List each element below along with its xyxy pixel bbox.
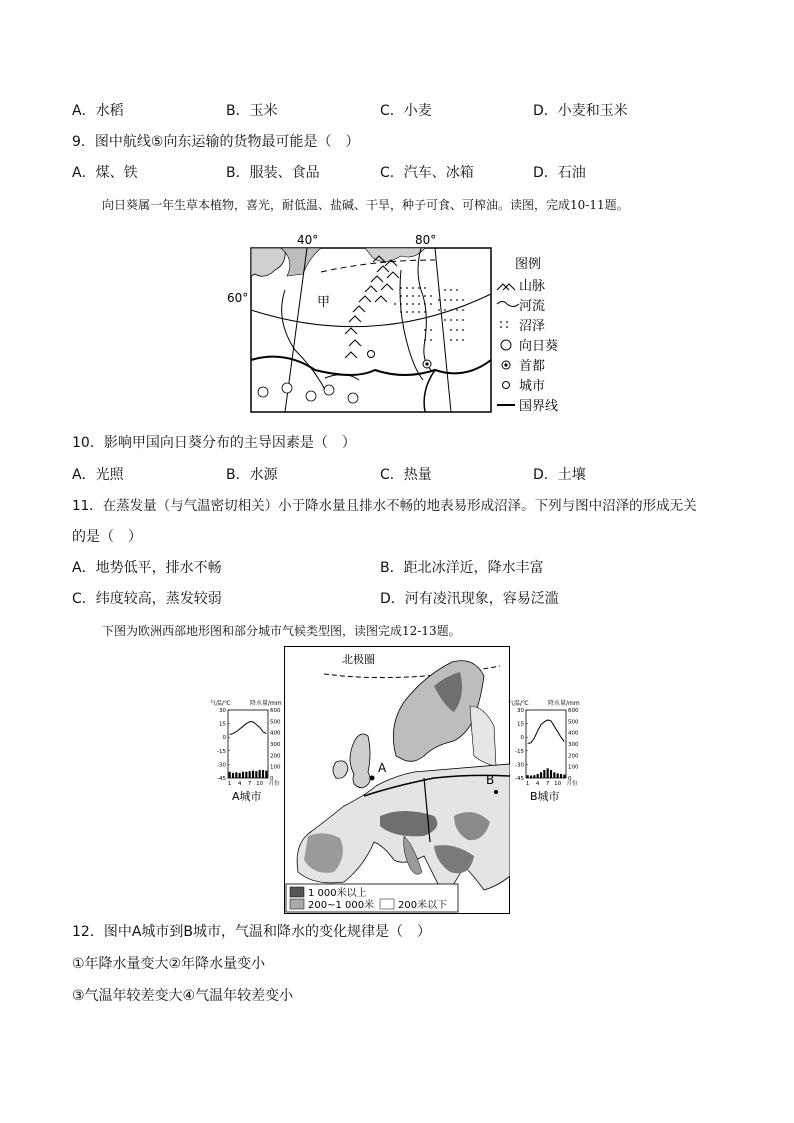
chart-a-precip-bar (229, 772, 231, 778)
chart-b-precip-tick: 600 (568, 708, 579, 714)
legend-high-swatch (290, 887, 304, 897)
legend-capital-icon (502, 361, 510, 369)
chart-b-precip-bar (537, 774, 539, 778)
chart-b-precip-tick: 300 (568, 742, 579, 748)
chart-a-month-tick: 月份 (268, 781, 280, 787)
chart-a-plot-frame (228, 710, 268, 778)
chart-a-left-title: 气温/℃ (210, 700, 231, 707)
iberia-relief (304, 833, 343, 872)
chart-a-precip-tick: 600 (270, 708, 281, 714)
chart-b-precip-bar (553, 772, 555, 778)
lon-40-label: 40° (297, 233, 319, 247)
chart-a-precip-tick: 500 (270, 719, 281, 726)
chart-a-month-tick: 10 (256, 781, 264, 787)
q12-choices-1: ①年降水量变大②年降水量变小 (72, 956, 266, 972)
q11-stem-line1: 11．在蒸发量（与气温密切相关）小于降水量且排水不畅的地表易形成沼泽。下列与图中沼泽的形成无关 (72, 498, 697, 514)
legend-swamp-icon (500, 321, 508, 328)
chart-a-precip-bar (239, 773, 241, 778)
legend-high: 1 000米以上 (308, 888, 367, 899)
city-a-dot (370, 776, 375, 781)
legend-border: 国界线 (519, 399, 559, 414)
chart-b-plot-frame (526, 710, 566, 778)
legend-mountain: 山脉 (519, 279, 546, 294)
q9-stem: 9．图中航线⑤向东运输的货物最可能是（ ） (72, 134, 360, 150)
chart-a-month-tick: 7 (247, 781, 252, 787)
chart-b-month-tick: 1 (525, 781, 530, 787)
chart-b-precip-bar (563, 775, 565, 778)
chart-a-temp-tick: -15 (217, 748, 226, 755)
q10-option-b: B．水源 (226, 467, 278, 483)
chart-a-precip-bar (252, 771, 254, 778)
lat-60-label: 60° (227, 291, 249, 305)
chart-b-precip-bar (560, 774, 562, 778)
chart-a-precip-tick: 300 (270, 742, 281, 748)
q9-option-d: D．石油 (533, 165, 586, 181)
arctic-label: 北极圈 (342, 653, 375, 666)
chart-a-right-title: 降水量/mm (250, 700, 282, 707)
chart-b-temp-tick: -45 (515, 776, 524, 782)
legend-mid-swatch (290, 899, 304, 909)
chart-b-temp-tick: -30 (515, 762, 524, 769)
region-jia-label: 甲 (317, 295, 331, 310)
legend-river: 河流 (519, 299, 546, 314)
europe-map (284, 646, 510, 914)
legend-sunflower-icon (501, 340, 511, 350)
chart-b-month-tick: 10 (554, 781, 562, 787)
chart-a-precip-tick: 400 (270, 730, 281, 737)
legend-swamp: 沼泽 (519, 319, 546, 334)
chart-a-precip-bar (232, 773, 234, 778)
legend-low-swatch (380, 899, 394, 909)
chart-b-left-title: 气温/℃ (508, 700, 529, 707)
chart-b-precip-tick: 100 (568, 764, 579, 771)
chart-b-precip-bar (543, 770, 545, 778)
climate-chart-a (210, 698, 286, 804)
q12-choices-2: ③气温年较差变大④气温年较差变小 (72, 988, 294, 1004)
q11-stem-line2: 的是（ ） (72, 529, 142, 545)
chart-b-precip-bar (533, 775, 535, 778)
chart-a-month-tick: 4 (237, 781, 242, 787)
intro-sunflower: 向日葵属一年生草本植物，喜光，耐低温、盐碱、干旱，种子可食、可榨油。读图，完成10-11题。 (102, 198, 629, 212)
q8-option-c: C．小麦 (380, 103, 432, 119)
q10-stem: 10．影响甲国向日葵分布的主导因素是（ ） (72, 435, 356, 451)
chart-a-temp-tick: -30 (217, 762, 226, 769)
chart-b-month-tick: 月份 (566, 781, 578, 787)
capital-symbol (423, 360, 431, 368)
chart-a-precip-bar (259, 770, 261, 778)
chart-b-precip-bar (557, 773, 559, 778)
chart-a-precip-bar (249, 771, 251, 778)
legend-mountain-icon (497, 284, 515, 290)
legend-title: 图例 (515, 257, 542, 272)
legend-low: 200米以下 (398, 900, 448, 911)
q12-stem: 12．图中A城市到B城市，气温和降水的变化规律是（ ） (72, 924, 431, 940)
legend-capital: 首都 (519, 359, 546, 374)
chart-a-temp-tick: 0 (222, 735, 226, 742)
chart-a-temp-tick: -45 (217, 776, 226, 782)
legend-city-icon (503, 382, 510, 389)
climate-chart-b (508, 698, 584, 804)
legend-mid: 200~1 000米 (308, 900, 375, 911)
chart-b-precip-bar (550, 770, 552, 778)
chart-b-precip-tick: 500 (568, 719, 579, 726)
chart-b-temp-tick: 30 (517, 708, 524, 714)
chart-a-temp-tick: 30 (219, 708, 226, 714)
chart-b-precip-bar (527, 775, 529, 778)
q10-option-a: A．光照 (72, 467, 124, 483)
chart-b-temp-tick: 0 (520, 735, 524, 742)
q8-option-a: A．水稻 (72, 103, 124, 119)
chart-b-month-tick: 4 (535, 781, 540, 787)
city-b-label: B (486, 773, 495, 787)
q9-option-b: B．服装、食品 (226, 165, 320, 181)
chart-b-precip-bar (540, 772, 542, 778)
chart-b-precip-tick: 0 (568, 776, 572, 782)
chart-b-precip-bar (547, 768, 549, 778)
intro-europe: 下图为欧洲西部地形图和部分城市气候类型图，读图完成12-13题。 (102, 624, 461, 638)
q11-option-b: B．距北冰洋近，降水丰富 (380, 560, 544, 576)
lon-80-label: 80° (415, 233, 437, 247)
legend-city: 城市 (519, 379, 546, 394)
chart-b-precip-tick: 400 (568, 730, 579, 737)
chart-b-month-tick: 7 (545, 781, 550, 787)
chart-a-precip-bar (242, 772, 244, 778)
q11-option-d: D．河有凌汛现象，容易泛滥 (380, 591, 559, 607)
legend-sunflower: 向日葵 (519, 339, 559, 354)
q11-option-a: A．地势低平，排水不畅 (72, 560, 222, 576)
q8-option-b: B．玉米 (226, 103, 278, 119)
city-symbol (368, 351, 375, 358)
q9-option-c: C．汽车、冰箱 (380, 165, 474, 181)
chart-a-temp-tick: 15 (219, 721, 226, 728)
chart-b-right-title: 降水量/mm (548, 700, 580, 707)
chart-a-caption: A城市 (232, 790, 262, 803)
chart-a-precip-bar (255, 771, 257, 778)
sunflower-map (225, 230, 575, 415)
q11-option-c: C．纬度较高，蒸发较弱 (72, 591, 222, 607)
chart-a-precip-bar (235, 772, 237, 778)
chart-a-precip-bar (262, 770, 264, 778)
chart-a-precip-tick: 0 (270, 776, 274, 782)
chart-b-precip-tick: 200 (568, 753, 579, 760)
q8-option-d: D．小麦和玉米 (533, 103, 628, 119)
city-a-label: A (378, 761, 387, 775)
city-b-dot (494, 790, 498, 794)
legend-river-icon (497, 302, 519, 307)
chart-b-caption: B城市 (530, 790, 560, 803)
q10-option-c: C．热量 (380, 467, 432, 483)
chart-b-temp-tick: -15 (515, 748, 524, 755)
chart-a-precip-tick: 100 (270, 764, 281, 771)
chart-a-precip-bar (265, 771, 267, 778)
q10-option-d: D．土壤 (533, 467, 586, 483)
chart-b-precip-bar (530, 776, 532, 778)
chart-b-temp-tick: 15 (517, 721, 524, 728)
chart-a-precip-bar (245, 772, 247, 778)
chart-a-precip-tick: 200 (270, 753, 281, 760)
q9-option-a: A．煤、铁 (72, 165, 138, 181)
chart-a-month-tick: 1 (227, 781, 232, 787)
